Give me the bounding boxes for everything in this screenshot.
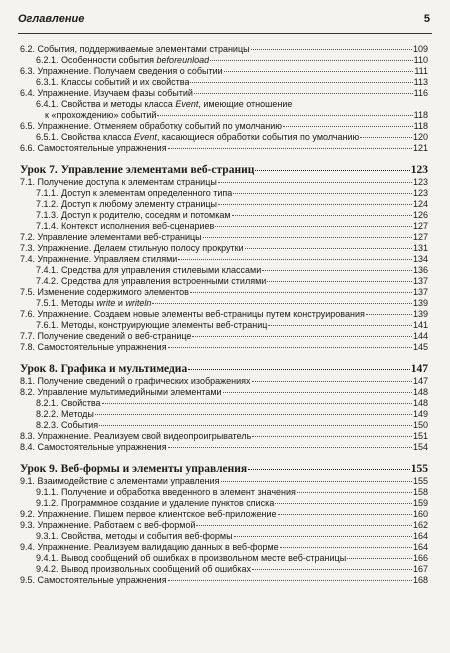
toc-entry-page: 124 (412, 199, 428, 209)
dot-leader (178, 259, 412, 260)
toc-entry-page: 164 (412, 542, 428, 552)
dot-leader (234, 536, 412, 537)
toc-entry-title: 7.4. Упражнение. Управляем стилями (20, 254, 178, 264)
toc-entry-page: 158 (412, 487, 428, 497)
toc-subsection[interactable] (20, 276, 428, 287)
toc-section[interactable] (20, 309, 428, 320)
toc-entry-title: 6.4. Упражнение. Изучаем фазы событий (20, 88, 193, 98)
toc-entry-title: 7.8. Самостоятельные упражнения (20, 342, 167, 352)
toc-entry-title: 9.3. Упражнение. Работаем с веб-формой (20, 520, 196, 530)
toc-entry-page: 110 (413, 55, 428, 65)
toc-entry-title: 9.5. Самостоятельные упражнения (20, 575, 167, 585)
dot-leader (347, 558, 412, 559)
toc-entry-title: к «прохождению» событий (45, 110, 157, 120)
toc-subsection[interactable] (20, 132, 428, 143)
toc-entry-title: 7.4.1. Средства для управления стилевыми классами (36, 265, 262, 275)
toc-entry-page: 126 (412, 210, 428, 220)
dot-leader (251, 49, 412, 50)
toc-entry-page: 127 (412, 221, 428, 231)
chapter-spacer (20, 453, 428, 462)
toc-entry-title: Урок 8. Графика и мультимедиа (20, 363, 188, 375)
toc-entry-title: 9.1.1. Получение и обработка введенного в элемент значения (36, 487, 296, 497)
toc-entry-page: 127 (412, 232, 428, 242)
dot-leader (268, 325, 412, 326)
toc-section[interactable] (20, 254, 428, 265)
toc-section[interactable] (20, 509, 428, 520)
dot-leader (194, 93, 413, 94)
toc-section[interactable] (20, 66, 428, 77)
toc-entry-title: 6.2. События, поддерживаемые элементами страницы (20, 44, 250, 54)
toc-subsection[interactable] (20, 320, 428, 331)
toc-entry-title: 6.3. Упражнение. Получаем сведения о событии (20, 66, 223, 76)
dot-leader (278, 514, 412, 515)
dot-leader (168, 347, 412, 348)
toc-entry-title: 9.4.2. Вывод произвольных сообщений об ошибках (36, 564, 251, 574)
toc-entry-page: 136 (412, 265, 428, 275)
toc-entry-page: 162 (412, 520, 428, 530)
toc-entry-title: 7.3. Упражнение. Делаем стильную полосу прокрутки (20, 243, 244, 253)
dot-leader (232, 215, 412, 216)
dot-leader (233, 193, 412, 194)
toc-entry-page: 148 (412, 398, 428, 408)
toc-section[interactable] (20, 143, 428, 154)
dot-leader (252, 569, 412, 570)
dot-leader (99, 425, 412, 426)
toc-entry-title: 7.1. Получение доступа к элементам страницы (20, 177, 217, 187)
dot-leader (262, 270, 412, 271)
toc-entry-title: 6.3.1. Классы событий и их свойства (36, 77, 190, 87)
dot-leader (190, 292, 412, 293)
toc-entry-title: 7.5. Изменение содержимого элементов (20, 287, 189, 297)
toc-section[interactable] (20, 387, 428, 398)
table-of-contents (20, 44, 428, 586)
dot-leader (196, 525, 411, 526)
toc-section[interactable] (20, 442, 428, 453)
toc-entry-title: 7.7. Получение сведений о веб-странице (20, 331, 192, 341)
toc-entry-title: 8.4. Самостоятельные упражнения (20, 442, 167, 452)
toc-entry-title: 7.1.1. Доступ к элементам определенного типа (36, 188, 233, 198)
toc-chapter-heading[interactable] (20, 362, 428, 376)
toc-entry-page: 139 (412, 298, 428, 308)
toc-entry-title: 9.1. Взаимодействие с элементами управления (20, 476, 220, 486)
toc-entry-title: 7.6. Упражнение. Создаем новые элементы веб-страницы путем конструирования (20, 309, 365, 319)
toc-entry-page: 168 (412, 575, 428, 585)
toc-subsection[interactable] (20, 99, 428, 110)
toc-entry-page: 116 (413, 88, 428, 98)
dot-leader (157, 115, 412, 116)
toc-entry-page: 123 (412, 177, 428, 187)
toc-section[interactable] (20, 431, 428, 442)
toc-section[interactable] (20, 376, 428, 387)
toc-subsection[interactable] (20, 531, 428, 542)
dot-leader (248, 469, 410, 470)
toc-entry-page: 144 (412, 331, 428, 341)
toc-subsection[interactable] (20, 487, 428, 498)
toc-entry-page: 139 (412, 309, 428, 319)
toc-entry-title: 9.3.1. Свойства, методы и события веб-формы (36, 531, 233, 541)
dot-leader (245, 248, 412, 249)
dot-leader (203, 237, 412, 238)
toc-entry-title: 8.1. Получение сведений о графических изображениях (20, 376, 251, 386)
page-header (18, 13, 432, 34)
dot-leader (221, 481, 412, 482)
dot-leader (283, 126, 413, 127)
toc-section[interactable] (20, 331, 428, 342)
dot-leader (218, 182, 412, 183)
dot-leader (152, 303, 412, 304)
toc-entry-title: 7.1.2. Доступ к любому элементу страницы (36, 199, 217, 209)
toc-entry-page: 160 (412, 509, 428, 519)
toc-entry-page: 155 (412, 476, 428, 486)
toc-section[interactable] (20, 476, 428, 487)
dot-leader (267, 281, 412, 282)
toc-entry-title: 6.2.1. Особенности события beforeunload (36, 55, 210, 65)
page-number: 5 (423, 13, 430, 25)
running-title: Оглавление (18, 13, 85, 25)
toc-subsection-continued[interactable] (20, 110, 428, 121)
dot-leader (252, 381, 412, 382)
toc-entry-title: Урок 9. Веб-формы и элементы управления (20, 463, 248, 475)
toc-entry-title: 6.4.1. Свойства и методы класса Event, имеющие отношение (36, 99, 293, 109)
dot-leader (210, 60, 413, 61)
toc-subsection[interactable] (20, 553, 428, 564)
toc-subsection[interactable] (20, 188, 428, 199)
toc-entry-page: 154 (412, 442, 428, 452)
dot-leader (190, 82, 412, 83)
toc-entry-title: 7.6.1. Методы, конструирующие элементы веб-страниц (36, 320, 268, 330)
toc-entry-page: 150 (412, 420, 428, 430)
toc-entry-page: 166 (412, 553, 428, 563)
toc-entry-title: 7.1.3. Доступ к родителю, соседям и потомкам (36, 210, 231, 220)
toc-section[interactable] (20, 121, 428, 132)
toc-entry-page: 137 (412, 287, 428, 297)
toc-subsection[interactable] (20, 409, 428, 420)
toc-section[interactable] (20, 575, 428, 586)
toc-subsection[interactable] (20, 564, 428, 575)
dot-leader (168, 447, 412, 448)
dot-leader (255, 170, 409, 171)
chapter-spacer (20, 353, 428, 362)
toc-entry-title: 8.2. Управление мультимедийными элементами (20, 387, 222, 397)
toc-entry-page: 148 (412, 387, 428, 397)
toc-entry-page: 141 (412, 320, 428, 330)
toc-section[interactable] (20, 232, 428, 243)
dot-leader (218, 204, 412, 205)
toc-entry-title: Урок 7. Управление элементами веб-страниц (20, 164, 255, 176)
dot-leader (275, 503, 412, 504)
toc-subsection[interactable] (20, 77, 428, 88)
toc-section[interactable] (20, 520, 428, 531)
toc-entry-page: 120 (412, 132, 428, 142)
toc-entry-title: 7.4.2. Средства для управления встроенными стилями (36, 276, 267, 286)
toc-entry-page: 151 (412, 431, 428, 441)
dot-leader (188, 369, 410, 370)
toc-section[interactable] (20, 44, 428, 55)
toc-entry-title: 7.2. Управление элементами веб-страницы (20, 232, 202, 242)
toc-entry-page: 113 (413, 77, 428, 87)
dot-leader (297, 492, 412, 493)
dot-leader (223, 392, 412, 393)
chapter-spacer (20, 154, 428, 163)
toc-entry-page: 167 (412, 564, 428, 574)
toc-entry-page: 121 (412, 143, 428, 153)
toc-entry-page: 145 (412, 342, 428, 352)
toc-subsection[interactable] (20, 298, 428, 309)
toc-subsection[interactable] (20, 210, 428, 221)
toc-entry-title: 7.1.4. Контекст исполнения веб-сценариев (36, 221, 215, 231)
toc-entry-page: 147 (412, 376, 428, 386)
toc-entry-page: 118 (413, 110, 428, 120)
toc-entry-page: 155 (410, 463, 428, 475)
toc-subsection[interactable] (20, 55, 428, 66)
toc-entry-page: 149 (412, 409, 428, 419)
toc-section[interactable] (20, 287, 428, 298)
toc-entry-page: 159 (412, 498, 428, 508)
toc-entry-title: 9.4. Упражнение. Реализуем валидацию данных в веб-форме (20, 542, 279, 552)
toc-entry-title: 9.4.1. Вывод сообщений об ошибках в произвольном месте веб-страницы (36, 553, 347, 563)
toc-entry-page: 111 (414, 66, 428, 76)
toc-entry-page: 109 (412, 44, 428, 54)
toc-section[interactable] (20, 342, 428, 353)
toc-subsection[interactable] (20, 221, 428, 232)
toc-entry-title: 9.2. Упражнение. Пишем первое клиентское веб-приложение (20, 509, 277, 519)
toc-entry-page: 123 (410, 164, 428, 176)
toc-section[interactable] (20, 542, 428, 553)
dot-leader (215, 226, 412, 227)
toc-entry-page: 123 (412, 188, 428, 198)
dot-leader (192, 336, 412, 337)
dot-leader (252, 436, 412, 437)
toc-subsection[interactable] (20, 199, 428, 210)
toc-entry-title: 8.3. Упражнение. Реализуем свой видеопроигрыватель (20, 431, 252, 441)
toc-chapter-heading[interactable] (20, 163, 428, 177)
dot-leader (360, 137, 412, 138)
toc-entry-title: 6.5.1. Свойства класса Event, касающиеся обработки события по умолчанию (36, 132, 360, 142)
dot-leader (366, 314, 412, 315)
toc-entry-title: 6.6. Самостоятельные упражнения (20, 143, 167, 153)
toc-entry-title: 6.5. Упражнение. Отменяем обработку событий по умолчанию (20, 121, 283, 131)
toc-subsection[interactable] (20, 498, 428, 509)
toc-entry-page: 164 (412, 531, 428, 541)
toc-entry-page: 131 (412, 243, 428, 253)
dot-leader (168, 148, 412, 149)
toc-chapter-heading[interactable] (20, 462, 428, 476)
toc-entry-title: 8.2.1. Свойства (36, 398, 101, 408)
toc-section[interactable] (20, 88, 428, 99)
toc-entry-title: 9.1.2. Программное создание и удаление пунктов списка (36, 498, 275, 508)
toc-section[interactable] (20, 177, 428, 188)
toc-entry-page: 137 (412, 276, 428, 286)
dot-leader (102, 403, 412, 404)
dot-leader (95, 414, 412, 415)
dot-leader (280, 547, 412, 548)
toc-subsection[interactable] (20, 265, 428, 276)
toc-subsection[interactable] (20, 398, 428, 409)
toc-entry-page: 147 (410, 363, 428, 375)
dot-leader (224, 71, 414, 72)
toc-entry-title: 8.2.3. События (36, 420, 99, 430)
toc-entry-title: 8.2.2. Методы (36, 409, 94, 419)
toc-entry-page: 134 (412, 254, 428, 264)
dot-leader (168, 580, 412, 581)
toc-entry-title: 7.5.1. Методы write и writeln (36, 298, 152, 308)
toc-section[interactable] (20, 243, 428, 254)
toc-subsection[interactable] (20, 420, 428, 431)
toc-entry-page: 118 (413, 121, 428, 131)
